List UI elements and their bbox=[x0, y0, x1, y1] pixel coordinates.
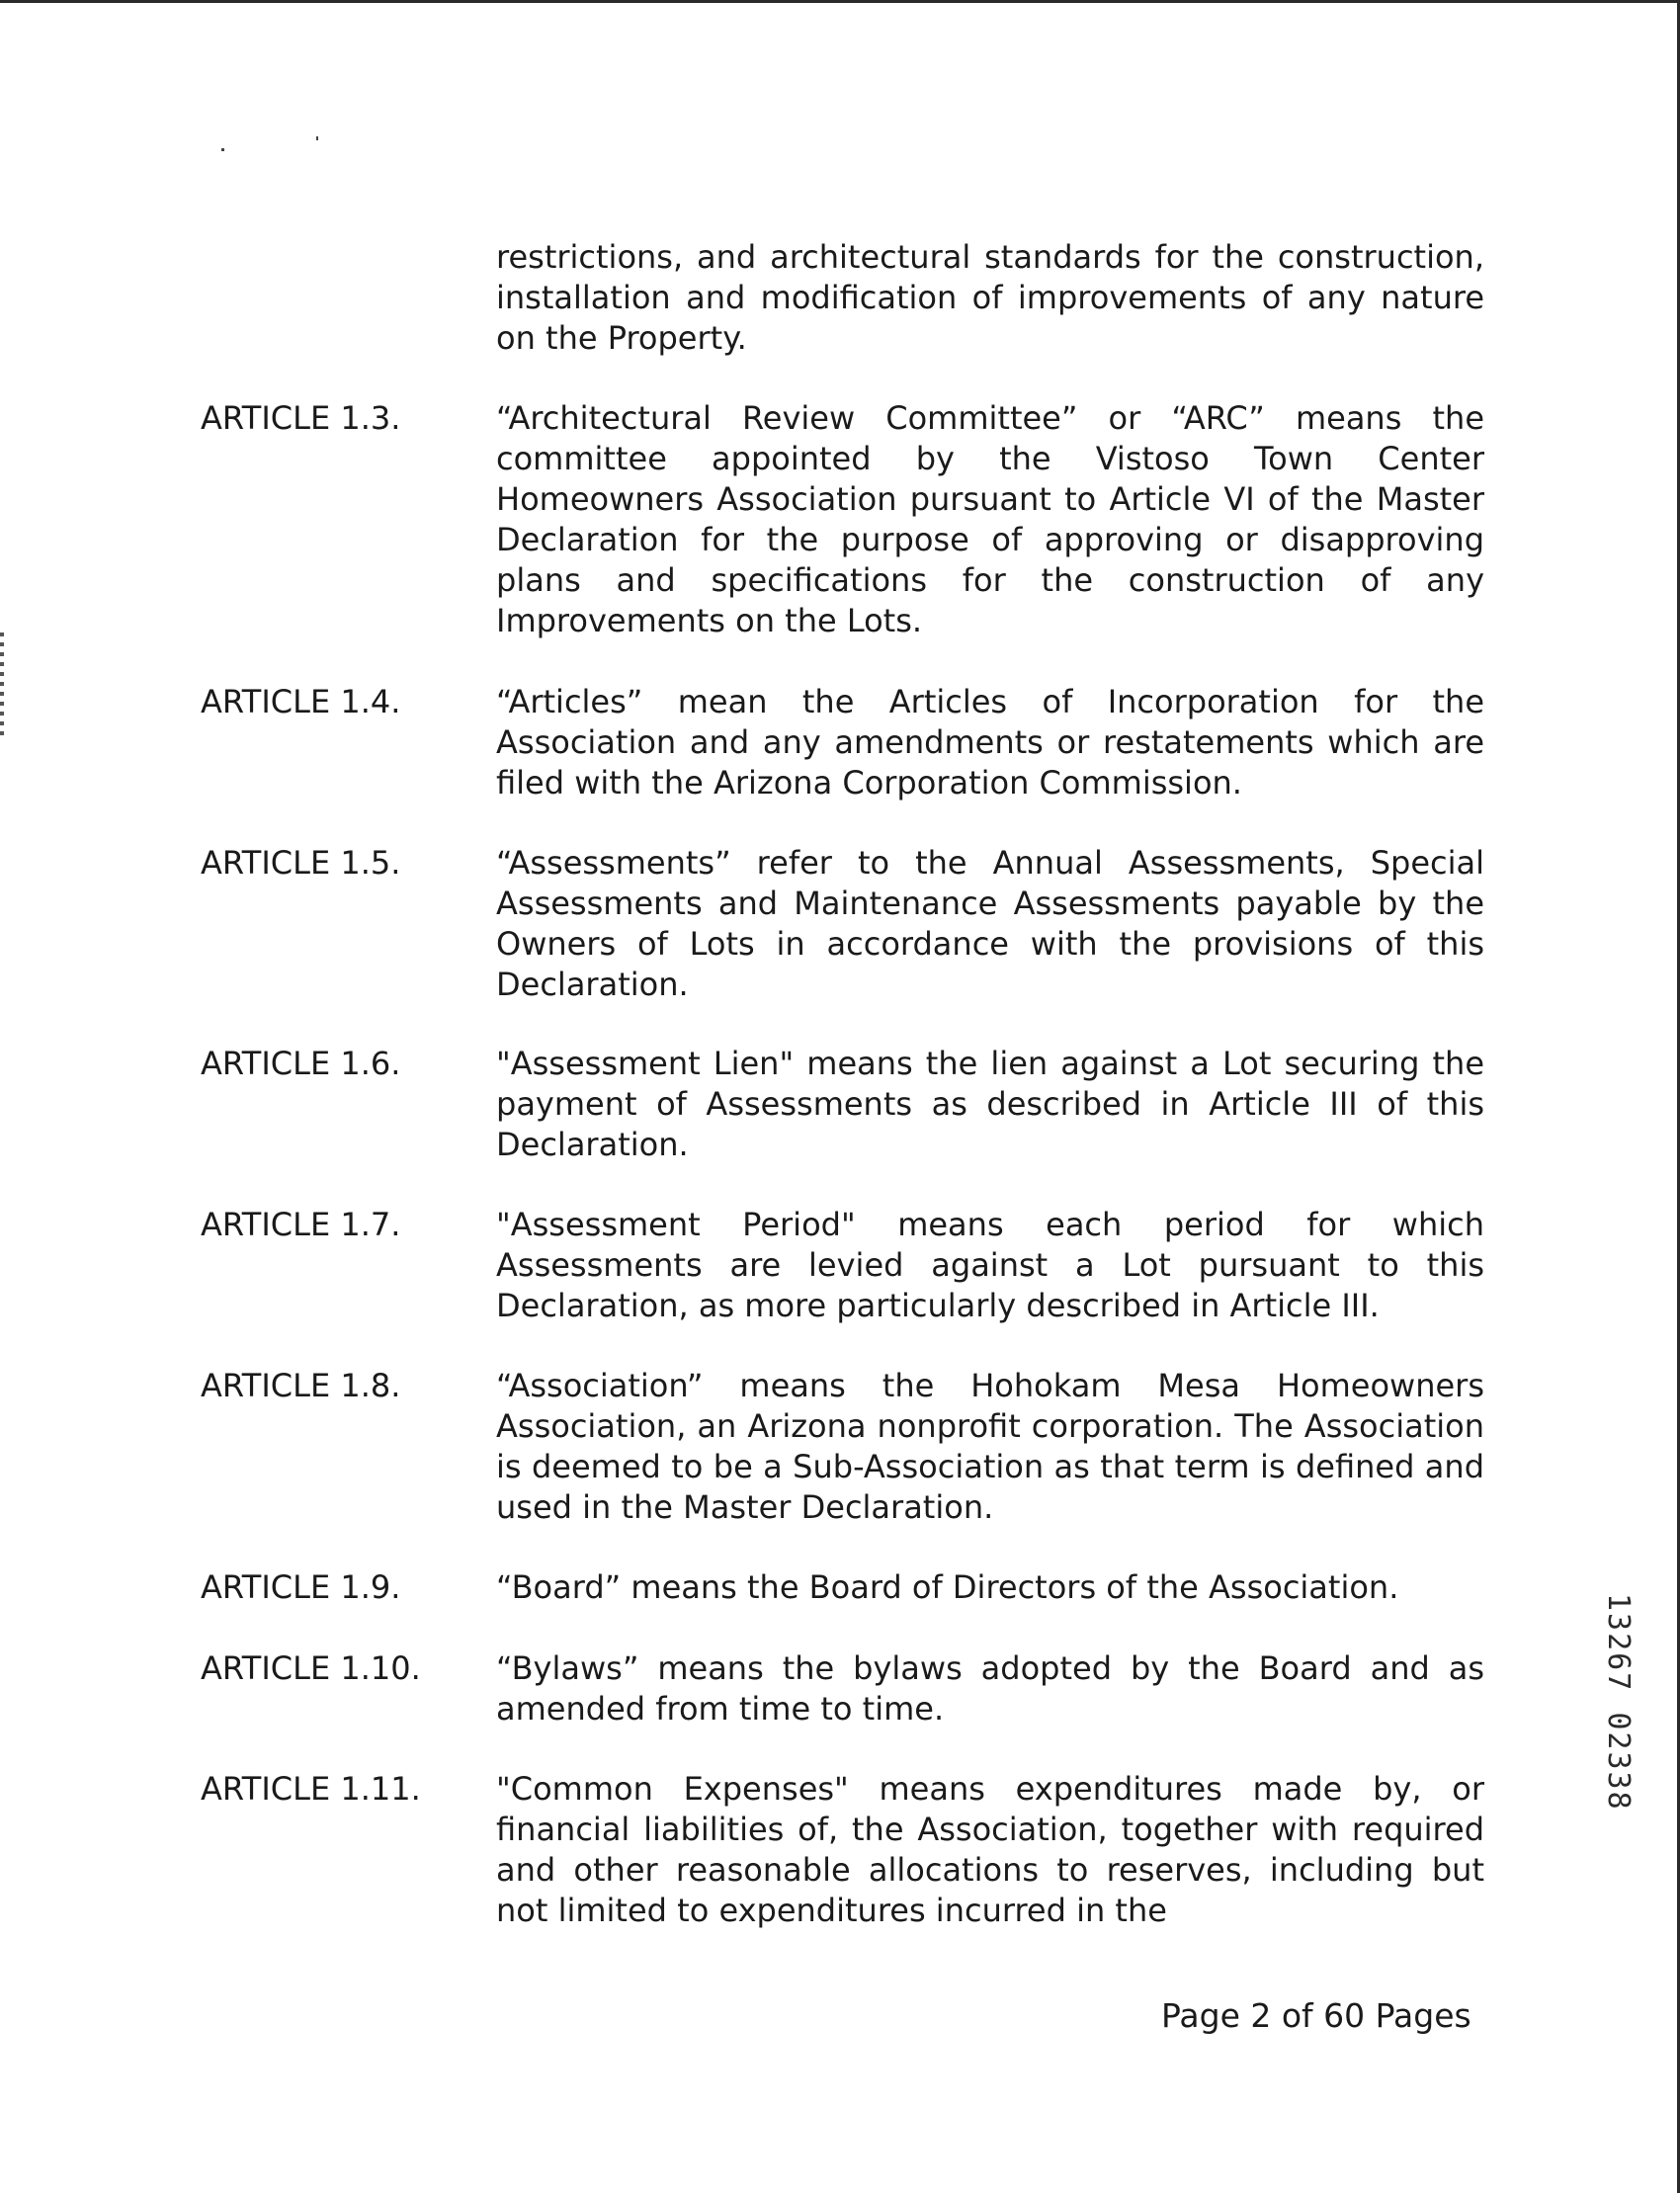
article-label: ARTICLE 1.10. bbox=[201, 1649, 421, 1687]
scan-top-edge bbox=[0, 0, 1680, 3]
scan-binding-marks bbox=[0, 633, 4, 741]
article-text: “Architectural Review Committee” or “ARC” means the committee appointed by the Vistoso Town Center Homeowners Association pursuant to Article VI of the Master Declaration for the purpose of approving or disapproving plans and specifications for the construction of any Improvements on the Lots. bbox=[496, 399, 1484, 639]
article-text: “Articles” mean the Articles of Incorporation for the Association and any amendments or restatements which are filed with the Arizona Corporation Commission. bbox=[496, 683, 1484, 801]
article-label: ARTICLE 1.7. bbox=[201, 1206, 401, 1243]
article-text: “Assessments” refer to the Annual Assessments, Special Assessments and Maintenance Assessments payable by the Owners of Lots in accordance with the provisions of this Declaration. bbox=[496, 844, 1484, 1003]
article-label: ARTICLE 1.11. bbox=[201, 1770, 421, 1808]
article-label: ARTICLE 1.9. bbox=[201, 1568, 401, 1606]
continuation-paragraph: restrictions, and architectural standards for the construction, installation and modification of improvements of any nature on the Property. bbox=[496, 238, 1484, 357]
article-label: ARTICLE 1.6. bbox=[201, 1045, 401, 1082]
article-text: “Association” means the Hohokam Mesa Homeowners Association, an Arizona nonprofit corporation. The Association is deemed to be a Sub-Association as that term is defined and used in the Master Declaration. bbox=[496, 1367, 1484, 1526]
recording-stamp: 13267 02338 bbox=[1601, 1593, 1636, 1812]
article-label: ARTICLE 1.8. bbox=[201, 1367, 401, 1404]
scan-speck bbox=[316, 136, 318, 140]
article-label: ARTICLE 1.4. bbox=[201, 683, 401, 720]
article-label: ARTICLE 1.3. bbox=[201, 399, 401, 437]
article-label: ARTICLE 1.5. bbox=[201, 844, 401, 882]
page-footer: Page 2 of 60 Pages bbox=[1161, 1996, 1471, 2035]
article-text: "Assessment Lien" means the lien against a Lot securing the payment of Assessments as described in Article III of this Declaration. bbox=[496, 1045, 1484, 1163]
article-text: "Common Expenses" means expenditures made by, or financial liabilities of, the Association, together with required and other reasonable allocations to reserves, including but not limited to expenditures incurred in the bbox=[496, 1770, 1484, 1929]
article-text: “Board” means the Board of Directors of the Association. bbox=[496, 1568, 1399, 1606]
scan-speck bbox=[221, 148, 224, 151]
article-text: “Bylaws” means the bylaws adopted by the Board and as amended from time to time. bbox=[496, 1649, 1484, 1728]
article-text: "Assessment Period" means each period for which Assessments are levied against a Lot pursuant to this Declaration, as more particularly described in Article III. bbox=[496, 1206, 1484, 1324]
